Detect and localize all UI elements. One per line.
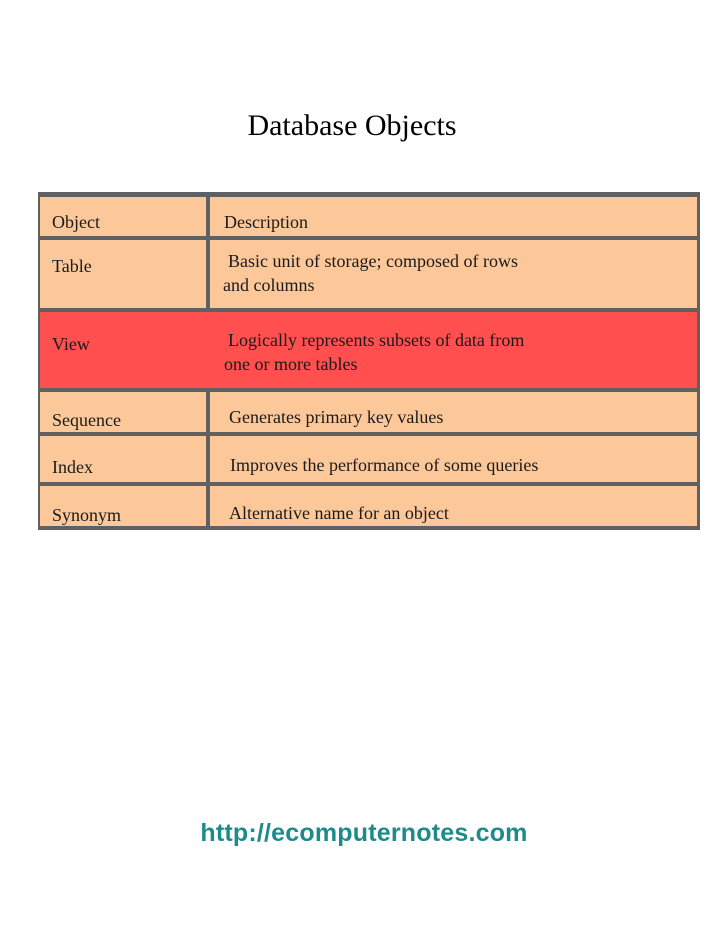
header-object-cell (40, 197, 206, 236)
footer-url-link[interactable]: http://ecomputernotes.com (200, 819, 528, 847)
row-description-line: and columns (223, 275, 315, 295)
view-row-object (52, 332, 90, 356)
row-description-line: Logically represents subsets of data from (228, 330, 525, 350)
table-row-object (40, 240, 206, 308)
row-description-line: one or more tables (224, 354, 358, 374)
sequence-row-description (210, 392, 697, 432)
row-object-label: Index (52, 457, 93, 477)
row-object-label: Synonym (52, 505, 122, 525)
synonym-row-object (40, 486, 206, 526)
sequence-row-object (40, 392, 206, 432)
database-objects-table (38, 192, 700, 530)
header-object-label: Object (52, 212, 100, 232)
row-description-line: Basic unit of storage; composed of rows (228, 251, 518, 271)
header-description-label: Description (224, 212, 308, 232)
synonym-row-description (210, 486, 697, 526)
page-title: Database Objects (247, 109, 457, 142)
header-description-cell (210, 197, 697, 236)
row-object-label: Table (52, 256, 92, 276)
view-row-description (224, 328, 524, 376)
row-object-label: Sequence (52, 410, 121, 430)
row-description-line: Generates primary key values (229, 407, 444, 427)
row-description-line: Alternative name for an object (229, 503, 449, 523)
row-description-line: Improves the performance of some queries (230, 455, 539, 475)
row-object-label: View (52, 334, 90, 354)
index-row-description (210, 436, 697, 482)
table-row-description (210, 240, 697, 308)
index-row-object (40, 436, 206, 482)
